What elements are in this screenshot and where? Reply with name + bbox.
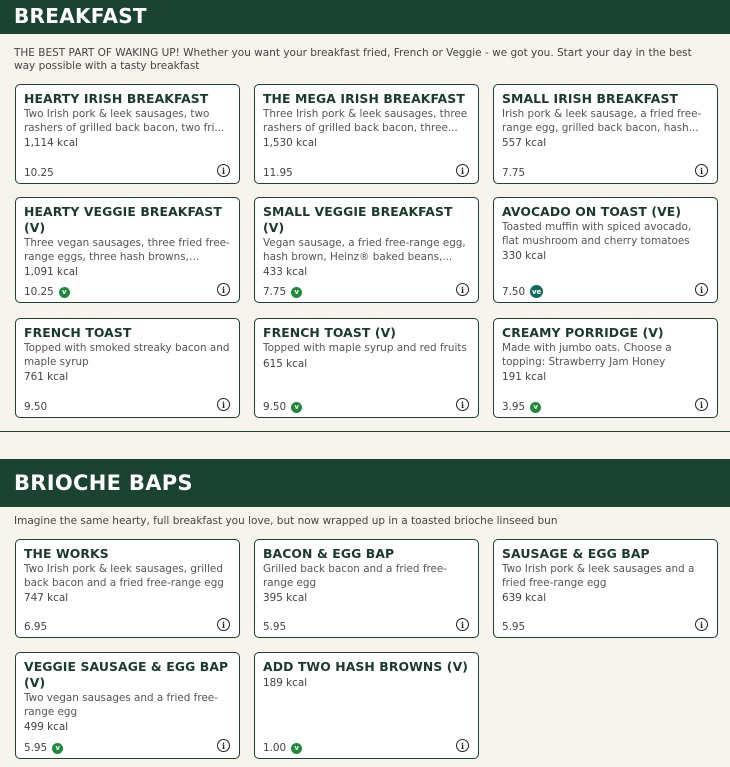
menu-item-calories: 615 kcal <box>263 357 308 370</box>
menu-item-card[interactable] <box>15 539 240 638</box>
menu-item-calories: 395 kcal <box>263 592 308 604</box>
info-icon[interactable]: i <box>217 164 230 177</box>
menu-item-name: CREAMY PORRIDGE (V) <box>502 325 664 340</box>
menu-item-price-row <box>502 285 543 298</box>
brioche-baps-section-title: BRIOCHE BAPS <box>0 459 730 507</box>
menu-item-name: SMALL IRISH BREAKFAST <box>502 91 679 106</box>
menu-item-price-row <box>24 286 70 298</box>
menu-item-description: Three Irish pork & leek sausages, three rashers of grilled back bacon, three... <box>263 108 468 134</box>
menu-item-card[interactable] <box>493 84 718 184</box>
section-divider <box>0 431 730 432</box>
menu-item-card[interactable] <box>15 84 240 184</box>
menu-item-price-row <box>24 742 63 754</box>
menu-item-card[interactable] <box>493 539 718 638</box>
vegetarian-badge-icon: v <box>291 287 302 298</box>
menu-item-name: THE MEGA IRISH BREAKFAST <box>263 91 465 106</box>
menu-item-description: Made with jumbo oats. Choose a topping: Strawberry Jam Honey <box>502 342 672 368</box>
menu-item-card[interactable] <box>254 539 479 638</box>
menu-item-price: 10.25 <box>24 167 54 179</box>
menu-item-card[interactable] <box>15 197 240 303</box>
menu-item-description: Two vegan sausages and a fried free-range egg <box>24 692 218 718</box>
info-icon[interactable]: i <box>456 398 469 411</box>
menu-item-card[interactable] <box>493 318 718 418</box>
menu-item-price: 1.00 <box>263 742 287 754</box>
menu-item-card[interactable] <box>493 197 718 303</box>
menu-item-price-row <box>263 286 302 298</box>
menu-item-price: 9.50 <box>24 401 48 413</box>
menu-item-description: Grilled back bacon and a fried free-range egg <box>263 563 448 589</box>
menu-item-price-row <box>24 401 47 413</box>
menu-item-calories: 639 kcal <box>502 592 547 604</box>
menu-item-name: THE WORKS <box>24 546 109 561</box>
menu-item-price-row <box>263 401 302 413</box>
menu-item-price-row <box>263 621 286 633</box>
menu-item-price-row <box>502 401 541 413</box>
menu-item-name: ADD TWO HASH BROWNS (V) <box>263 659 469 674</box>
menu-item-description: Irish pork & leek sausage, a fried free-range egg, grilled back bacon, hash... <box>502 108 702 134</box>
menu-item-card[interactable] <box>254 84 479 184</box>
menu-item-name: BACON & EGG BAP <box>263 546 395 561</box>
menu-item-price-row <box>24 621 47 633</box>
info-icon[interactable]: i <box>217 618 230 631</box>
info-icon[interactable]: i <box>695 283 708 296</box>
vegetarian-badge-icon: v <box>291 743 302 754</box>
menu-item-price: 5.95 <box>263 621 287 633</box>
menu-item-price: 11.95 <box>263 167 293 179</box>
menu-item-calories: 330 kcal <box>502 250 547 262</box>
menu-item-price: 6.95 <box>24 621 48 633</box>
menu-item-calories: 1,530 kcal <box>263 137 318 149</box>
info-icon[interactable]: i <box>695 618 708 631</box>
vegan-badge-icon: ve <box>530 285 543 298</box>
menu-item-price-row <box>263 742 302 754</box>
info-icon[interactable]: i <box>456 164 469 177</box>
menu-item-calories: 191 kcal <box>502 371 547 383</box>
menu-item-name: AVOCADO ON TOAST (VE) <box>502 204 682 219</box>
menu-item-name: FRENCH TOAST (V) <box>263 325 397 340</box>
menu-item-price: 3.95 <box>502 401 526 413</box>
menu-item-name: SAUSAGE & EGG BAP <box>502 546 650 561</box>
menu-item-name: HEARTY IRISH BREAKFAST <box>24 91 209 106</box>
info-icon[interactable]: i <box>217 739 230 752</box>
breakfast-section-title: BREAKFAST <box>0 0 730 34</box>
menu-item-card[interactable] <box>254 318 479 418</box>
menu-item-price: 9.50 <box>263 401 287 413</box>
menu-item-description: Two Irish pork & leek sausages, two rashers of grilled back bacon, two fri... <box>24 108 225 134</box>
menu-item-calories: 747 kcal <box>24 592 69 604</box>
menu-item-card[interactable] <box>15 318 240 418</box>
info-icon[interactable]: i <box>456 739 469 752</box>
menu-item-calories: 761 kcal <box>24 371 69 383</box>
brioche-baps-section-description: Imagine the same hearty, full breakfast you love, but now wrapped up in a toasted brioche linseed bun <box>14 515 558 527</box>
menu-item-name: VEGGIE SAUSAGE & EGG BAP (V) <box>24 659 229 690</box>
info-icon[interactable]: i <box>217 283 230 296</box>
info-icon[interactable]: i <box>456 618 469 631</box>
menu-item-card[interactable] <box>254 197 479 303</box>
info-icon[interactable]: i <box>456 283 469 296</box>
menu-item-card[interactable] <box>254 652 479 759</box>
menu-item-description: Topped with maple syrup and red fruits <box>263 342 467 354</box>
menu-item-calories: 1,114 kcal <box>24 137 79 149</box>
menu-item-calories: 433 kcal <box>263 266 308 278</box>
menu-item-calories: 189 kcal <box>263 677 308 689</box>
menu-item-description: Toasted muffin with spiced avocado, flat mushroom and cherry tomatoes <box>502 221 692 247</box>
vegetarian-badge-icon: v <box>52 743 63 754</box>
menu-item-price-row <box>24 167 54 179</box>
breakfast-section-description: THE BEST PART OF WAKING UP! Whether you want your breakfast fried, French or Veggie - we got you. Start your day in the best way possible with a tasty breakfast <box>14 47 692 72</box>
menu-item-description: Two Irish pork & leek sausages, grilled back bacon and a fried free-range egg <box>24 563 224 589</box>
menu-item-calories: 557 kcal <box>502 137 547 149</box>
menu-item-description: Three vegan sausages, three fried free-range eggs, three hash browns, <box>24 237 230 263</box>
menu-item-name: HEARTY VEGGIE BREAKFAST (V) <box>24 204 222 235</box>
vegetarian-badge-icon: v <box>530 402 541 413</box>
menu-item-price: 10.25 <box>24 286 54 298</box>
menu-item-card[interactable] <box>15 652 240 759</box>
menu-item-price: 7.75 <box>502 167 526 179</box>
menu-item-price-row <box>263 167 293 179</box>
menu-item-price: 7.50 <box>502 285 526 298</box>
menu-item-calories: 499 kcal <box>24 721 69 733</box>
menu-item-price: 5.95 <box>502 621 526 633</box>
menu-item-price: 5.95 <box>24 742 48 754</box>
menu-item-price: 7.75 <box>263 286 287 298</box>
menu-item-description: Two Irish pork & leek sausages and a fried free-range egg <box>502 563 695 589</box>
menu-item-name: FRENCH TOAST <box>24 325 132 340</box>
menu-item-calories: 1,091 kcal <box>24 266 79 278</box>
menu-item-name: SMALL VEGGIE BREAKFAST (V) <box>263 204 453 235</box>
info-icon[interactable]: i <box>695 398 708 411</box>
menu-item-description: Topped with smoked streaky bacon and maple syrup <box>24 342 230 368</box>
menu-item-description: Vegan sausage, a fried free-range egg, hash brown, Heinz® baked beans,... <box>263 237 466 263</box>
menu-item-price-row <box>502 621 525 633</box>
menu-item-price-row <box>502 167 525 179</box>
vegetarian-badge-icon: v <box>59 287 70 298</box>
vegetarian-badge-icon: v <box>291 402 302 413</box>
info-icon[interactable]: i <box>695 164 708 177</box>
info-icon[interactable]: i <box>217 398 230 411</box>
